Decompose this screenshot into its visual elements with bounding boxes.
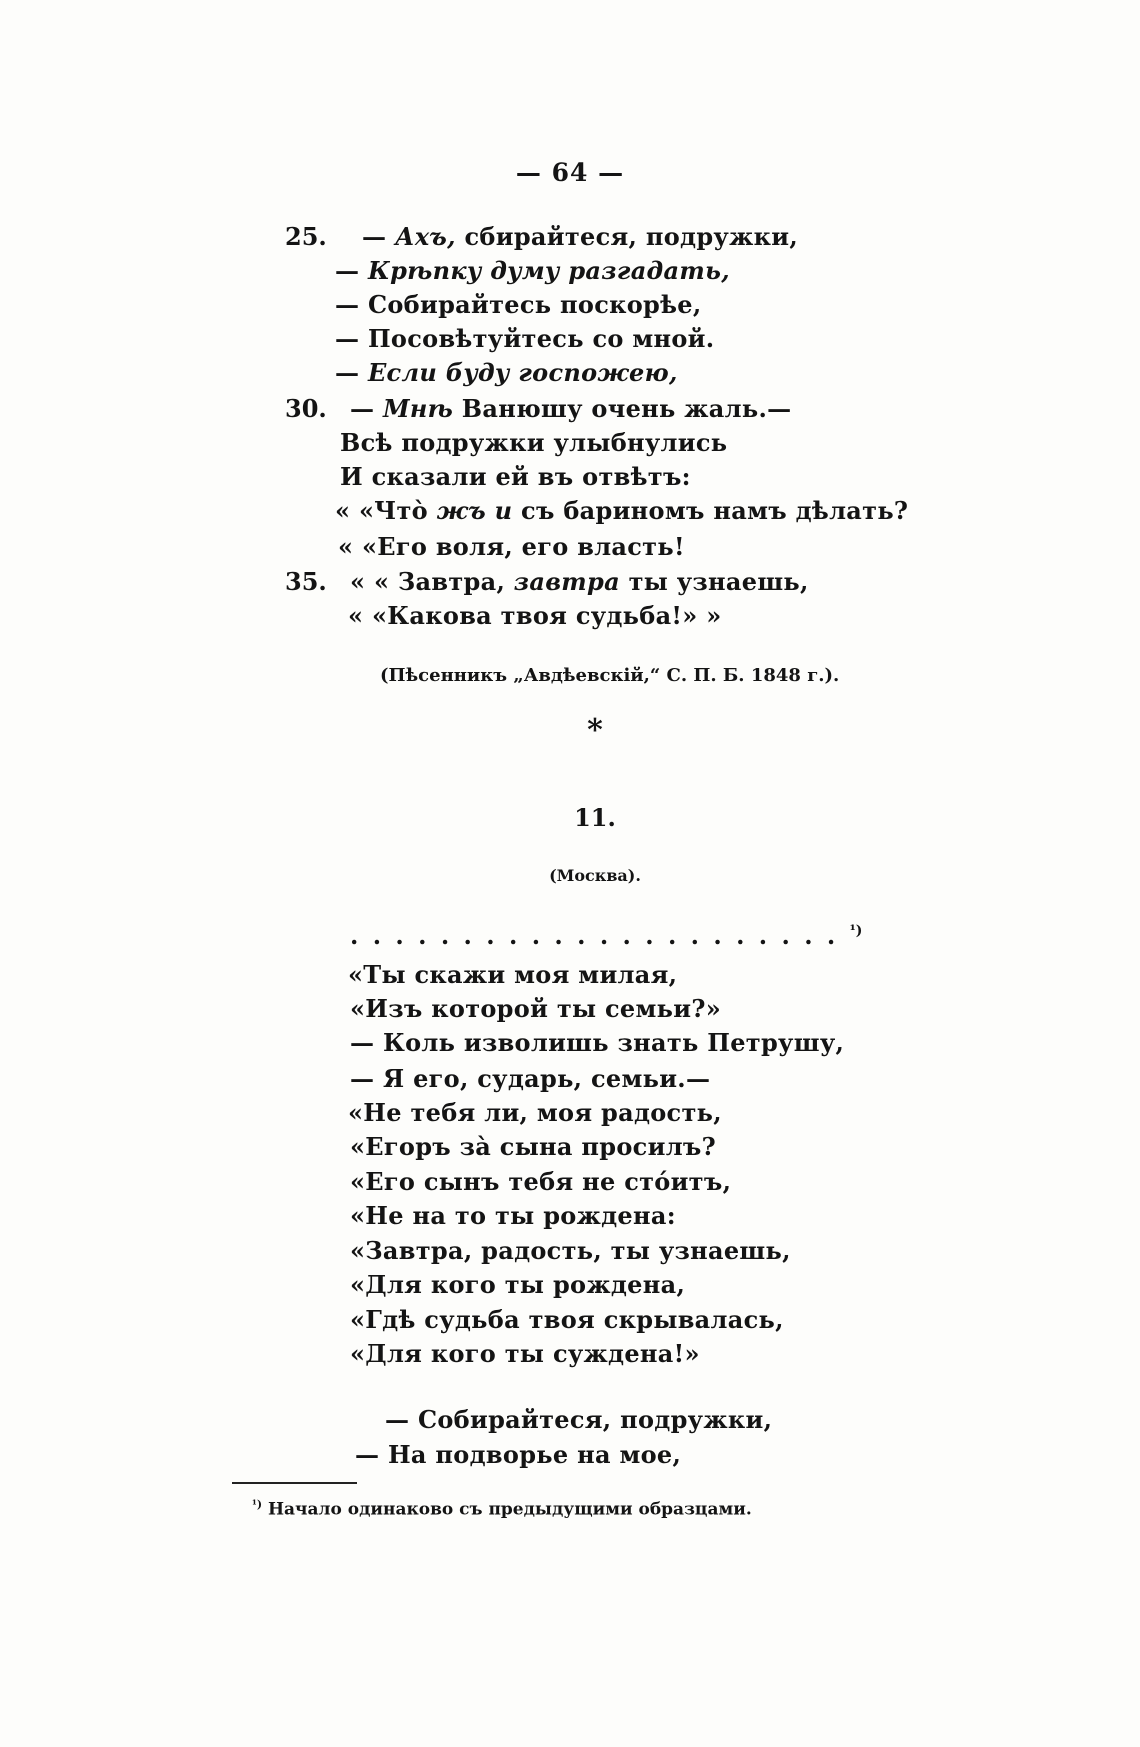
verse-italic: Если буду госпожею, bbox=[367, 358, 678, 387]
verse-prefix: « bbox=[338, 532, 362, 561]
page-number: — 64 — bbox=[515, 158, 625, 187]
source-note: (Пѣсенникъ „Авдѣевскій,“ С. П. Б. 1848 г.). bbox=[380, 665, 840, 686]
line-number: 25. bbox=[285, 222, 327, 251]
verse-text: сбирайтеся, подружки, bbox=[455, 222, 798, 251]
verse-line: — Собирайтеся, подружки, bbox=[385, 1405, 773, 1434]
verse-italic: Мнѣ bbox=[382, 394, 454, 423]
verse-text: Ванюшу очень жаль.— bbox=[453, 394, 792, 423]
verse-text: Всѣ подружки улыбнулись bbox=[340, 428, 728, 457]
verse-text: ты узнаешь, bbox=[619, 567, 809, 596]
verse-line: «Ты скажи моя милая, bbox=[348, 960, 678, 989]
verse-text: съ бариномъ намъ дѣлать? bbox=[512, 496, 909, 525]
verse-italic: Ахъ, bbox=[394, 222, 456, 251]
verse-line: «Не на то ты рождена: bbox=[350, 1201, 676, 1230]
verse-line: «Завтра, радость, ты узнаешь, bbox=[350, 1236, 791, 1265]
verse-line: «Егоръ за̀ сына просилъ? bbox=[350, 1132, 716, 1161]
song-number: 11. bbox=[574, 803, 616, 832]
verse-line: — Коль изволишь знать Петрушу, bbox=[350, 1028, 845, 1057]
verse-italic: Крѣпку думу разгадать, bbox=[367, 256, 730, 285]
verse-line: «Для кого ты суждена!» bbox=[350, 1339, 700, 1368]
verse-prefix: « «Что̀ bbox=[335, 496, 437, 525]
verse-prefix: — bbox=[335, 256, 368, 285]
dots-text: . . . . . . . . . . . . . . . . . . . . . . bbox=[350, 921, 839, 950]
verse-prefix: « bbox=[348, 601, 372, 630]
line-number: 30. bbox=[285, 394, 327, 423]
footnote-mark: ¹) bbox=[252, 1498, 263, 1511]
song-place: (Москва). bbox=[549, 866, 641, 885]
verse-line: «Гдѣ судьба твоя скрывалась, bbox=[350, 1305, 784, 1334]
footnote bbox=[252, 1498, 752, 1520]
verse-text: Собирайтесь поскорѣе, bbox=[367, 290, 702, 319]
verse-italic: завтра bbox=[513, 567, 620, 596]
footnote-reference: ¹) bbox=[849, 923, 863, 939]
verse-prefix: — bbox=[335, 358, 368, 387]
verse-prefix: — bbox=[335, 324, 368, 353]
verse-italic: жъ и bbox=[436, 496, 513, 525]
verse-prefix: — bbox=[335, 290, 368, 319]
verse-text: «Какова твоя судьба!» » bbox=[371, 601, 722, 630]
verse-prefix: — bbox=[362, 222, 395, 251]
section-separator: * bbox=[587, 713, 603, 748]
verse-line: «Изъ которой ты семьи?» bbox=[350, 994, 721, 1023]
verse-line: — На подворье на мое, bbox=[355, 1440, 682, 1469]
footnote-rule bbox=[232, 1482, 357, 1484]
verse-prefix: « « Завтра, bbox=[350, 567, 514, 596]
verse-line: «Его сынъ тебя не сто́итъ, bbox=[350, 1167, 732, 1196]
line-number: 35. bbox=[285, 567, 327, 596]
verse-line: — Я его, сударь, семьи.— bbox=[350, 1064, 711, 1093]
footnote-text: Начало одинаково съ предыдущими образцами. bbox=[262, 1499, 752, 1520]
verse-text: Посовѣтуйтесь со мной. bbox=[367, 324, 715, 353]
verse-prefix: — bbox=[350, 394, 383, 423]
omission-dots bbox=[350, 921, 862, 950]
verse-line: «Для кого ты рождена, bbox=[350, 1270, 686, 1299]
verse-text: И сказали ей въ отвѣтъ: bbox=[340, 462, 691, 491]
verse-line: «Не тебя ли, моя радость, bbox=[348, 1098, 722, 1127]
verse-text: «Его воля, его власть! bbox=[361, 532, 685, 561]
